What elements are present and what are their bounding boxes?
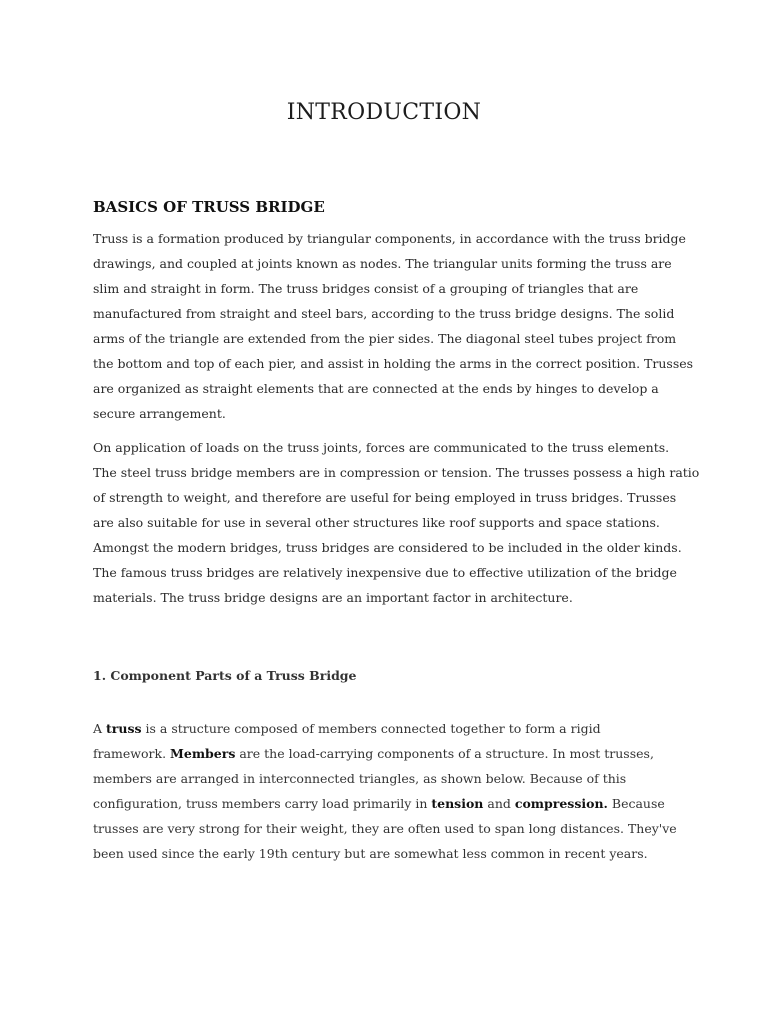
paragraph-line: trusses are very strong for their weight, they are often used to span long distances. They've bbox=[93, 821, 677, 836]
paragraph-line: members are arranged in interconnected triangles, as shown below. Because of this bbox=[93, 771, 627, 786]
paragraph-line: are also suitable for use in several other structures like roof supports and space stations. bbox=[93, 515, 660, 530]
section-heading: BASICS OF TRUSS BRIDGE bbox=[93, 198, 325, 216]
paragraph-line: the bottom and top of each pier, and assist in holding the arms in the correct position. Trusses bbox=[93, 356, 694, 371]
bold-term-truss: truss bbox=[106, 721, 142, 736]
paragraph-line: arms of the triangle are extended from the pier sides. The diagonal steel tubes project from bbox=[93, 331, 677, 346]
paragraph-line: On application of loads on the truss joints, forces are communicated to the truss elements. bbox=[93, 440, 670, 455]
paragraph-line: slim and straight in form. The truss bridges consist of a grouping of triangles that are bbox=[93, 281, 639, 296]
paragraph-line bbox=[93, 791, 688, 816]
sub-heading: 1. Component Parts of a Truss Bridge bbox=[93, 668, 357, 683]
paragraph-line bbox=[93, 716, 688, 741]
bold-term-compression: compression. bbox=[514, 796, 608, 811]
text-run: is a structure composed of members connected together to form a rigid bbox=[141, 721, 601, 736]
paragraph-line: Truss is a formation produced by triangular components, in accordance with the truss bridge bbox=[93, 231, 686, 246]
paragraph-line: been used since the early 19th century but are somewhat less common in recent years. bbox=[93, 846, 648, 861]
paragraph-line: manufactured from straight and steel bars, according to the truss bridge designs. The solid bbox=[93, 306, 675, 321]
text-run: Because bbox=[607, 796, 665, 811]
paragraph-3 bbox=[93, 716, 688, 866]
text-run: configuration, truss members carry load primarily in bbox=[93, 796, 432, 811]
paragraph-line: The steel truss bridge members are in compression or tension. The trusses possess a high ratio bbox=[93, 465, 700, 480]
paragraph-line: Amongst the modern bridges, truss bridges are considered to be included in the older kinds. bbox=[93, 540, 682, 555]
bold-term-members: Members bbox=[170, 746, 236, 761]
page-title: INTRODUCTION bbox=[286, 100, 482, 125]
paragraph-line bbox=[93, 741, 688, 766]
paragraph-line: The famous truss bridges are relatively inexpensive due to effective utilization of the bridge bbox=[93, 565, 677, 580]
text-run: A bbox=[93, 721, 107, 736]
paragraph-line: are organized as straight elements that are connected at the ends by hinges to develop a bbox=[93, 381, 659, 396]
paragraph-1 bbox=[93, 226, 694, 426]
paragraph-line: materials. The truss bridge designs are an important factor in architecture. bbox=[93, 590, 573, 605]
paragraph-line: drawings, and coupled at joints known as nodes. The triangular units forming the truss are bbox=[93, 256, 672, 271]
text-run: framework. bbox=[93, 746, 171, 761]
paragraph-2 bbox=[93, 435, 700, 610]
paragraph-line: of strength to weight, and therefore are useful for being employed in truss bridges. Trusses bbox=[93, 490, 677, 505]
text-run: are the load-carrying components of a structure. In most trusses, bbox=[235, 746, 654, 761]
paragraph-line: secure arrangement. bbox=[93, 406, 226, 421]
bold-term-tension: tension bbox=[431, 796, 484, 811]
text-run: and bbox=[483, 796, 515, 811]
